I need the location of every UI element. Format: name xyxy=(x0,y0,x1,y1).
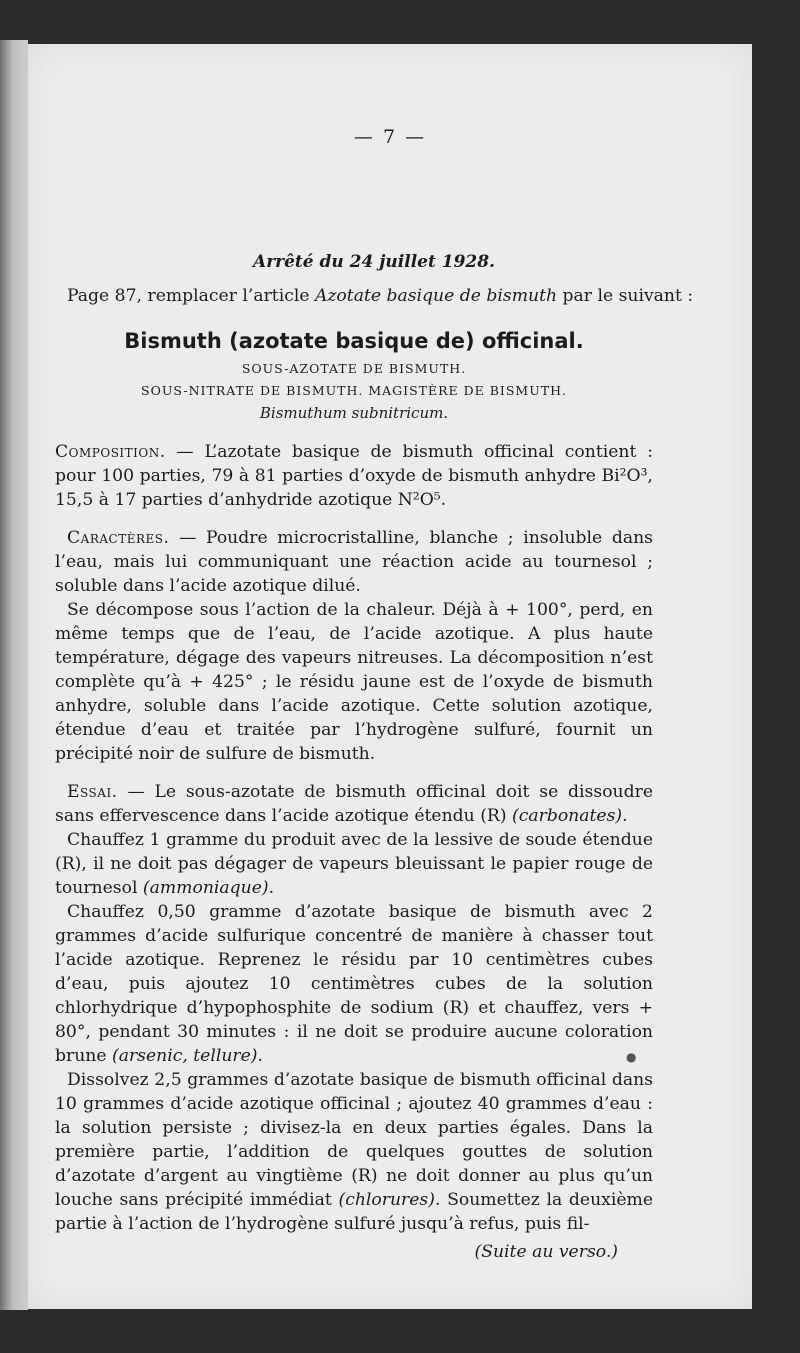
instruction-line xyxy=(55,284,694,308)
caracteres-label: Caractères. xyxy=(67,528,170,548)
essai-p1-italic: (carbonates) xyxy=(512,806,623,826)
essai-paragraph-1 xyxy=(55,780,653,828)
document-page xyxy=(28,44,752,1309)
monograph-title: Bismuth (azotate basique de) officinal. xyxy=(124,329,584,353)
article-name: Azotate basique de bismuth xyxy=(314,286,558,306)
synonym-2: SOUS-NITRATE DE BISMUTH. MAGISTÈRE DE BISMUTH. xyxy=(141,383,567,398)
synonym-1: SOUS-AZOTATE DE BISMUTH. xyxy=(241,361,467,376)
page-body xyxy=(55,250,694,1264)
continuation-note: (Suite au verso.) xyxy=(474,1242,618,1262)
essai-p1-end: . xyxy=(622,806,628,826)
caracteres-paragraph-2: Se décompose sous l’action de la chaleur. Déjà à + 100°, perd, en même temps que de l’eau, de l’acide azotique. A plus haute température, dégage des vapeurs nitreuses. La décomposition n’est complète qu’à + 425° ; le résidu jaune est de l’oxyde de bismuth anhydre, soluble dans l’acide azotique. Cette solution azotique, étendue d’eau et traitée par l’hydrogène sulfuré, fournit un précipité noir de sulfure de bismuth. xyxy=(55,600,653,764)
essai-label: Essai. xyxy=(67,782,118,802)
essai-p2-text: Chauffez 1 gramme du produit avec de la lessive de soude étendue (R), il ne doit pas dégager de vapeurs bleuissant le papier rouge de tournesol xyxy=(55,830,653,898)
composition-label: Composition. xyxy=(55,442,166,462)
instruction-prefix: Page 87, remplacer l’article xyxy=(67,286,315,306)
caracteres-paragraph xyxy=(55,526,653,598)
essai-paragraph-2 xyxy=(55,828,653,900)
essai-paragraph-4 xyxy=(55,1068,653,1236)
essai-p1-text: — Le sous-azotate de bismuth officinal doit se dissoudre sans effervescence dans l’acide azotique étendu (R) xyxy=(55,782,653,826)
essai-p2-italic: (ammoniaque) xyxy=(142,878,269,898)
composition-text: — L’azotate basique de bismuth officinal contient : pour 100 parties, 79 à 81 parties d’oxyde de bismuth anhydre Bi²O³, 15,5 à 17 parties d’anhydride azotique N²O⁵. xyxy=(55,442,653,510)
decree-heading: Arrêté du 24 juillet 1928. xyxy=(253,252,495,272)
essai-p3-end: . xyxy=(257,1046,263,1066)
essai-p3-text: Chauffez 0,50 gramme d’azotate basique de bismuth avec 2 grammes d’acide sulfurique concentré de manière à chasser tout l’acide azotique. Reprenez le résidu par 10 centimètres cubes d’eau, puis ajoutez 10 centimètres cubes de la solution chlorhydrique d’hypophosphite de sodium (R) et chauffez, vers + 80°, pendant 30 minutes : il ne doit se produire aucune coloration brune xyxy=(55,902,653,1066)
essai-paragraph-3 xyxy=(55,900,653,1068)
ink-spot: ● xyxy=(626,1050,637,1064)
essai-p2-end: . xyxy=(268,878,275,898)
latin-name: Bismuthum subnitricum. xyxy=(259,404,449,422)
essai-p3-italic: (arsenic, tellure) xyxy=(112,1046,258,1066)
essai-p4-end: . Soumettez la deuxième partie à l’action de l’hydrogène sulfuré jusqu’à refus, puis fil- xyxy=(55,1190,653,1234)
essai-p4-text: Dissolvez 2,5 grammes d’azotate basique de bismuth officinal dans 10 grammes d’acide azotique officinal ; ajoutez 40 grammes d’eau : la solution persiste ; divisez-la en deux parties égales. Dans la première partie, l’addition de quelques gouttes de solution d’azotate d’argent au vingtième (R) ne doit donner au plus qu’un louche sans précipité immédiat xyxy=(55,1070,653,1210)
adjacent-page-edge xyxy=(0,40,28,1310)
caracteres-text: — Poudre microcristalline, blanche ; insoluble dans l’eau, mais lui communiquant une réaction acide au tournesol ; soluble dans l’acide azotique dilué. xyxy=(55,528,653,596)
composition-paragraph xyxy=(55,440,653,512)
essai-p4-italic: (chlorures) xyxy=(338,1190,435,1210)
page-number: — 7 — xyxy=(353,126,427,148)
instruction-suffix: par le suivant : xyxy=(557,286,694,306)
